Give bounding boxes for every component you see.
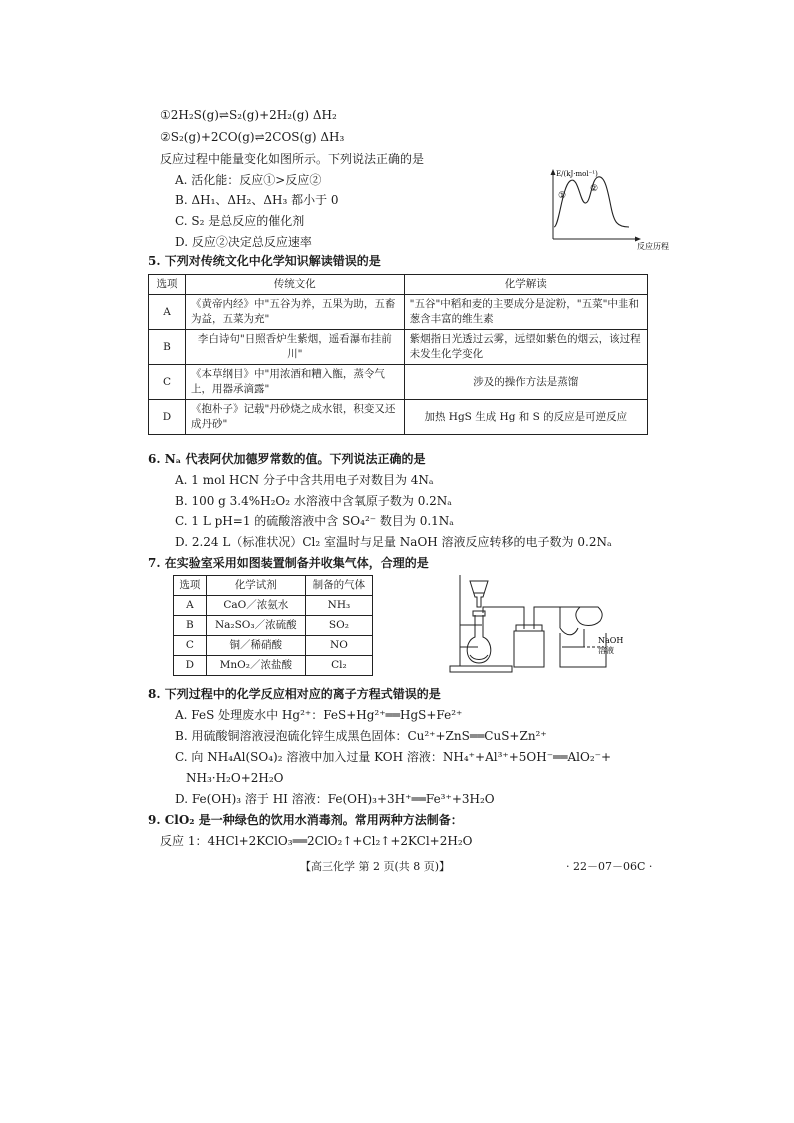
q9-stem: 9. ClO₂ 是一种绿色的饮用水消毒剂。常用两种方法制备： xyxy=(148,813,463,827)
row-gas: NO xyxy=(305,636,372,656)
row-option: C xyxy=(149,365,186,400)
row-gas: Cl₂ xyxy=(305,656,372,676)
option-d: D. 反应②决定总反应速率 xyxy=(175,235,312,249)
q5-table xyxy=(148,274,648,435)
q7-stem: 7. 在实验室采用如图装置制备并收集气体，合理的是 xyxy=(148,556,429,570)
row-option: D xyxy=(174,656,207,676)
solution-label: 溶液 xyxy=(598,646,614,655)
footer-code: · 22－07－06C · xyxy=(566,860,653,873)
footer-page-info: 【高三化学 第 2 页(共 8 页)】 xyxy=(300,860,451,873)
row-reagent: MnO₂／浓盐酸 xyxy=(206,656,305,676)
row-option: A xyxy=(174,596,207,616)
table-row xyxy=(174,636,373,656)
q9-reaction-1: 反应 1：4HCl+2KClO₃══2ClO₂↑+Cl₂↑+2KCl+2H₂O xyxy=(160,834,473,848)
q6-option-c: C. 1 L pH=1 的硫酸溶液中含 SO₄²⁻ 数目为 0.1Nₐ xyxy=(175,514,454,528)
table-row xyxy=(174,596,373,616)
row-option: A xyxy=(149,295,186,330)
equation-2: ②S₂(g)+2CO(g)⇌2COS(g) ΔH₃ xyxy=(160,130,345,144)
q5-stem: 5. 下列对传统文化中化学知识解读错误的是 xyxy=(148,254,381,268)
peak-2-label: ② xyxy=(590,184,599,194)
header-culture: 传统文化 xyxy=(186,275,405,295)
row-culture: 《黄帝内经》中"五谷为养，五果为助，五畜为益，五菜为充" xyxy=(186,295,405,330)
row-culture: 李白诗句"日照香炉生紫烟，遥看瀑布挂前川" xyxy=(186,330,405,365)
row-option: B xyxy=(149,330,186,365)
q6-option-a: A. 1 mol HCN 分子中含共用电子对数目为 4Nₐ xyxy=(175,473,434,487)
q8-stem: 8. 下列过程中的化学反应相对应的离子方程式错误的是 xyxy=(148,687,441,701)
row-option: C xyxy=(174,636,207,656)
q6-stem: 6. Nₐ 代表阿伏加德罗常数的值。下列说法正确的是 xyxy=(148,452,426,466)
energy-y-label: E/(kJ·mol⁻¹) xyxy=(556,170,598,178)
energy-diagram xyxy=(545,167,677,252)
q8-option-c-line2: NH₃·H₂O+2H₂O xyxy=(186,771,284,785)
q6-option-b: B. 100 g 3.4%H₂O₂ 水溶液中含氧原子数为 0.2Nₐ xyxy=(175,494,452,508)
q8-option-a: A. FeS 处理废水中 Hg²⁺：FeS+Hg²⁺══HgS+Fe²⁺ xyxy=(175,708,463,722)
row-reagent: CaO／浓氨水 xyxy=(206,596,305,616)
row-chem: 紫烟指日光透过云雾，远望如紫色的烟云，该过程未发生化学变化 xyxy=(404,330,647,365)
table-row xyxy=(149,295,648,330)
row-chem: "五谷"中稻和麦的主要成分是淀粉，"五菜"中韭和葱含丰富的维生素 xyxy=(404,295,647,330)
header-chem: 化学解读 xyxy=(404,275,647,295)
row-option: D xyxy=(149,400,186,435)
row-reagent: Na₂SO₃／浓硫酸 xyxy=(206,616,305,636)
table-header-row xyxy=(174,576,373,596)
table-row xyxy=(149,365,648,400)
question-stem: 反应过程中能量变化如图所示。下列说法正确的是 xyxy=(160,152,425,166)
q8-option-d: D. Fe(OH)₃ 溶于 HI 溶液：Fe(OH)₃+3H⁺══Fe³⁺+3H₂O xyxy=(175,792,495,806)
table-header-row xyxy=(149,275,648,295)
lab-apparatus-illustration xyxy=(448,573,658,675)
row-chem: 加热 HgS 生成 Hg 和 S 的反应是可逆反应 xyxy=(404,400,647,435)
header-gas: 制备的气体 xyxy=(305,576,372,596)
option-a: A. 活化能：反应①>反应② xyxy=(175,173,322,187)
row-culture: 《抱朴子》记载"丹砂烧之成水银，积变又还成丹砂" xyxy=(186,400,405,435)
option-c: C. S₂ 是总反应的催化剂 xyxy=(175,214,305,228)
option-b: B. ΔH₁、ΔH₂、ΔH₃ 都小于 0 xyxy=(175,193,339,207)
row-gas: NH₃ xyxy=(305,596,372,616)
table-row xyxy=(174,656,373,676)
header-option: 选项 xyxy=(149,275,186,295)
header-option: 选项 xyxy=(174,576,207,596)
row-gas: SO₂ xyxy=(305,616,372,636)
row-option: B xyxy=(174,616,207,636)
peak-1-label: ① xyxy=(558,191,567,201)
q6-option-d: D. 2.24 L（标准状况）Cl₂ 室温时与足量 NaOH 溶液反应转移的电子数为 0.2Nₐ xyxy=(175,535,612,549)
naoh-label: NaOH xyxy=(598,636,624,645)
table-row xyxy=(174,616,373,636)
q7-table xyxy=(173,575,373,676)
row-culture: 《本草纲目》中"用浓酒和糟入甑，蒸令气上，用器承滴露" xyxy=(186,365,405,400)
table-row xyxy=(149,400,648,435)
row-chem: 涉及的操作方法是蒸馏 xyxy=(404,365,647,400)
header-reagent: 化学试剂 xyxy=(206,576,305,596)
row-reagent: 铜／稀硝酸 xyxy=(206,636,305,656)
table-row xyxy=(149,330,648,365)
q8-option-c-line1: C. 向 NH₄Al(SO₄)₂ 溶液中加入过量 KOH 溶液：NH₄⁺+Al³⁺+5OH⁻══AlO₂⁻+ xyxy=(175,750,612,764)
equation-1: ①2H₂S(g)⇌S₂(g)+2H₂(g) ΔH₂ xyxy=(160,108,337,122)
q8-option-b: B. 用硫酸铜溶液浸泡硫化锌生成黑色固体：Cu²⁺+ZnS══CuS+Zn²⁺ xyxy=(175,729,547,743)
energy-x-label: 反应历程 xyxy=(637,242,669,251)
